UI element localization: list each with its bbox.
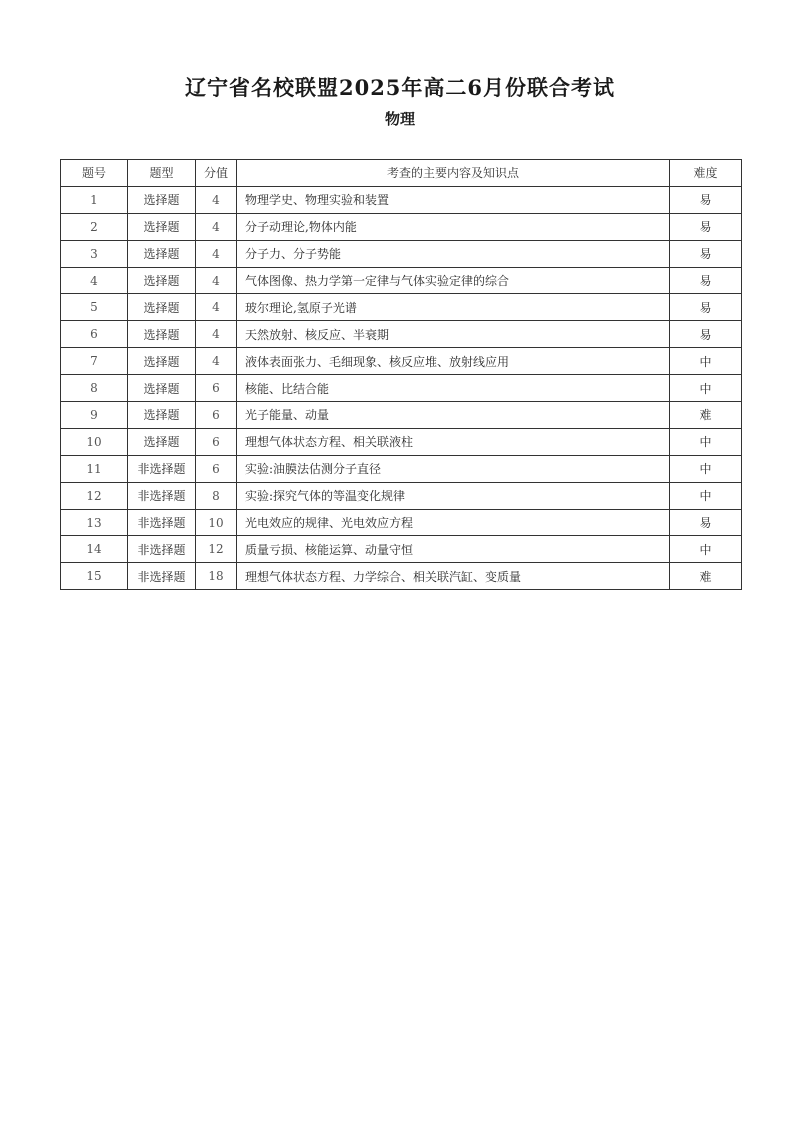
cell-number: 9 [61,402,128,429]
cell-content: 分子力、分子势能 [237,240,670,267]
cell-difficulty: 难 [670,402,742,429]
cell-number: 13 [61,509,128,536]
cell-number: 6 [61,321,128,348]
cell-difficulty: 难 [670,563,742,590]
cell-content: 核能、比结合能 [237,375,670,402]
cell-type: 选择题 [128,213,196,240]
table-row [61,375,742,402]
cell-number: 12 [61,482,128,509]
cell-content: 天然放射、核反应、半衰期 [237,321,670,348]
cell-type: 选择题 [128,428,196,455]
cell-score: 6 [196,428,237,455]
cell-content: 液体表面张力、毛细现象、核反应堆、放射线应用 [237,348,670,375]
cell-score: 8 [196,482,237,509]
cell-content: 气体图像、热力学第一定律与气体实验定律的综合 [237,267,670,294]
cell-difficulty: 易 [670,213,742,240]
cell-number: 8 [61,375,128,402]
cell-difficulty: 中 [670,482,742,509]
table-row [61,455,742,482]
cell-content: 实验:探究气体的等温变化规律 [237,482,670,509]
cell-difficulty: 易 [670,267,742,294]
exam-spec-table [60,159,742,590]
cell-difficulty: 中 [670,428,742,455]
cell-content: 光子能量、动量 [237,402,670,429]
subject-title: 物理 [384,110,415,128]
cell-score: 6 [196,455,237,482]
table-row [61,402,742,429]
cell-difficulty: 易 [670,321,742,348]
cell-content: 理想气体状态方程、力学综合、相关联汽缸、变质量 [237,563,670,590]
cell-number: 14 [61,536,128,563]
cell-difficulty: 中 [670,536,742,563]
cell-content: 理想气体状态方程、相关联液柱 [237,428,670,455]
cell-type: 选择题 [128,402,196,429]
cell-difficulty: 易 [670,186,742,213]
cell-difficulty: 中 [670,348,742,375]
cell-score: 4 [196,186,237,213]
cell-type: 选择题 [128,348,196,375]
table-row [61,509,742,536]
cell-type: 非选择题 [128,536,196,563]
cell-difficulty: 中 [670,455,742,482]
table-row [61,321,742,348]
cell-content: 物理学史、物理实验和装置 [237,186,670,213]
table-row [61,213,742,240]
table-row [61,348,742,375]
document-title: 辽宁省名校联盟2025年高二6月份联合考试 [184,75,616,100]
cell-score: 4 [196,294,237,321]
table-header-row [61,160,742,187]
table-row [61,267,742,294]
table-row [61,240,742,267]
cell-score: 4 [196,267,237,294]
cell-score: 4 [196,240,237,267]
cell-type: 非选择题 [128,509,196,536]
cell-number: 5 [61,294,128,321]
cell-content: 玻尔理论,氢原子光谱 [237,294,670,321]
cell-number: 4 [61,267,128,294]
cell-difficulty: 易 [670,240,742,267]
table-row [61,536,742,563]
cell-score: 18 [196,563,237,590]
cell-type: 非选择题 [128,563,196,590]
cell-score: 4 [196,348,237,375]
cell-number: 11 [61,455,128,482]
cell-number: 3 [61,240,128,267]
table-row [61,563,742,590]
cell-content: 光电效应的规律、光电效应方程 [237,509,670,536]
cell-content: 质量亏损、核能运算、动量守恒 [237,536,670,563]
cell-score: 6 [196,402,237,429]
cell-type: 选择题 [128,294,196,321]
cell-type: 选择题 [128,267,196,294]
cell-type: 非选择题 [128,482,196,509]
cell-content: 实验:油膜法估测分子直径 [237,455,670,482]
cell-difficulty: 易 [670,294,742,321]
cell-type: 选择题 [128,186,196,213]
header-content: 考查的主要内容及知识点 [237,160,670,187]
table-row [61,482,742,509]
header-type: 题型 [128,160,196,187]
cell-type: 选择题 [128,240,196,267]
cell-content: 分子动理论,物体内能 [237,213,670,240]
cell-number: 1 [61,186,128,213]
cell-difficulty: 中 [670,375,742,402]
cell-score: 12 [196,536,237,563]
cell-score: 4 [196,321,237,348]
header-number: 题号 [61,160,128,187]
cell-score: 6 [196,375,237,402]
table-row [61,294,742,321]
table-row [61,186,742,213]
cell-type: 选择题 [128,375,196,402]
table-row [61,428,742,455]
cell-number: 15 [61,563,128,590]
cell-number: 7 [61,348,128,375]
cell-number: 10 [61,428,128,455]
cell-number: 2 [61,213,128,240]
cell-type: 非选择题 [128,455,196,482]
cell-score: 10 [196,509,237,536]
cell-score: 4 [196,213,237,240]
header-difficulty: 难度 [670,160,742,187]
cell-type: 选择题 [128,321,196,348]
cell-difficulty: 易 [670,509,742,536]
header-score: 分值 [196,160,237,187]
